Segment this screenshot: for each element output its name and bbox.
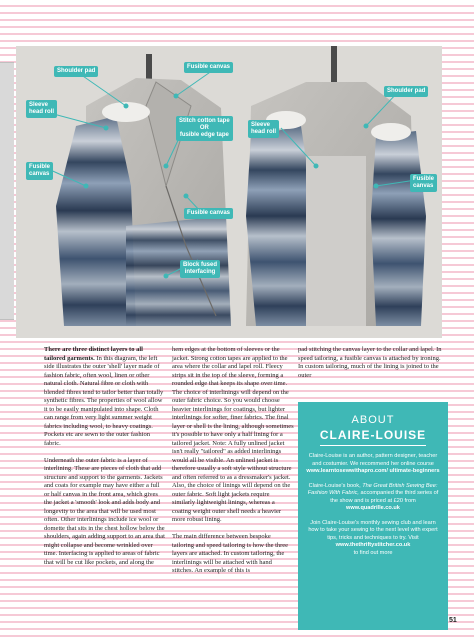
paragraph <box>44 346 166 448</box>
jacket-photo <box>16 46 442 338</box>
paragraph: Underneath the outer fabric is a layer of interlining. These are pieces of cloth that add structure and support to the garments. Jackets and coats for example may have either a full or half canvas in the front area, which gives the jacket a 'smooth' look and adds body and longevity to the area that will be used most often. Other interlinings include ice wool or domette that sits in the chest hollow below the shoulders, again adding support to an area that might collapse and become wrinkled over time. Interfacing is applied to areas of fabric that will be cut like pockets, and along the <box>44 456 165 566</box>
article-column-3 <box>298 346 444 389</box>
article-column-2 <box>172 346 294 584</box>
article-column-1 <box>44 346 166 576</box>
lead-sentence: There are three distinct layers to all tailored garments. <box>44 346 143 362</box>
previous-page-edge <box>0 62 14 320</box>
paragraph: pad stitching the canvas layer to the collar and lapel. In speed tailoring, a fusible canvas is attached by ironing. In custom tailoring, much of the lining is joined to the outer <box>298 346 442 379</box>
sewing-club-end: to find out more <box>353 549 393 556</box>
callout-fusible-canvas-top: Fusible canvas <box>184 62 233 73</box>
about-heading: ABOUT <box>351 414 395 426</box>
paragraph-text: In this diagram, the left side illustrates the outer 'shell' layer made of fashion fabric, often wool, linen or other natural cloth. Natural fibre or cloth with blended fibres tend to tailor better than totally synthetic fibres. The properties of wool allow it to be easily manipulated into shape. Cloth can range from very light summer weight fabrics including wool, to heavy coatings. Pockets etc are sewn to the outer fashion fabric. <box>44 354 164 447</box>
course-link[interactable]: www.learntosewwithapro.com/ ultimate-beginners <box>306 468 440 474</box>
callout-block-fused-interfacing: Block fused interfacing <box>180 260 220 278</box>
about-author-box <box>298 402 448 630</box>
book-info <box>306 483 440 513</box>
page-number: 51 <box>449 617 457 624</box>
callout-stitch-cotton-tape: Stitch cotton tape OR fusible edge tape <box>176 116 233 141</box>
callout-sleeve-head-roll-right: Sleeve head roll <box>248 120 279 138</box>
book-info-text: accompanied the third series of the show and is priced at £20 from <box>330 490 439 504</box>
callout-fusible-canvas-mid: Fusible canvas <box>184 208 233 219</box>
author-name: CLAIRE-LOUISE <box>320 428 426 446</box>
book-info-intro: Claire-Louise's book, <box>308 482 361 489</box>
callout-shoulder-pad-left: Shoulder pad <box>54 66 98 77</box>
jacket-illustration <box>16 46 442 338</box>
callout-fusible-canvas-right: Fusible canvas <box>410 174 437 192</box>
paragraph: The main difference between bespoke tailoring and speed tailoring is how the three layers are attached. In custom tailoring, the interlinings will be attached with hand stitches. An example of this is <box>172 533 289 574</box>
publisher-link[interactable]: www.quadrille.co.uk <box>346 505 400 511</box>
callout-shoulder-pad-right: Shoulder pad <box>384 86 428 97</box>
sewing-club-link[interactable]: www.thethriftystitcher.co.uk <box>335 542 411 548</box>
sewing-club-info <box>306 520 440 558</box>
sewing-club-text: Join Claire-Louise's monthly sewing club and learn how to take your sewing to the next level with expert tips, tricks and techniques to try. Visit <box>308 519 438 541</box>
callout-sleeve-head-roll-left: Sleeve head roll <box>26 100 57 118</box>
book-title: The Great British Sewing Bee: Fashion With Fabric, <box>307 482 438 496</box>
author-bio <box>306 453 440 476</box>
callout-fusible-canvas-left: Fusible canvas <box>26 162 53 180</box>
author-bio-text: Claire-Louise is an author, pattern designer, teacher and costumier. We recommend her online course <box>308 453 438 467</box>
paragraph: hem edges at the bottom of sleeves or the jacket. Strong cotton tapes are applied to the area where the collar and lapel roll. Fleecy strips sit in the top of the sleeve, forming a rounded edge that keeps its shape over time. The choice of interlinings will depend on the outer fabric choice. So you would choose heavier interlinings for coatings, but lighter interlinings for softer, finer fabrics. The final layer or shell is the lining, although sometimes it's possible to have only a half lining for a tailored jacket. Note: A fully unlined jacket isn't really "tailored" as added interlinings would all be visible. An unlined jacket is therefore usually a soft style without structure and often referred to as a dressmaker's jacket. Also, the choice of linings will depend on the outer fabric. Soft light jackets require similarly lightweight linings, whereas a coating weight outer shell needs a heavier more robust lining. <box>172 346 294 523</box>
